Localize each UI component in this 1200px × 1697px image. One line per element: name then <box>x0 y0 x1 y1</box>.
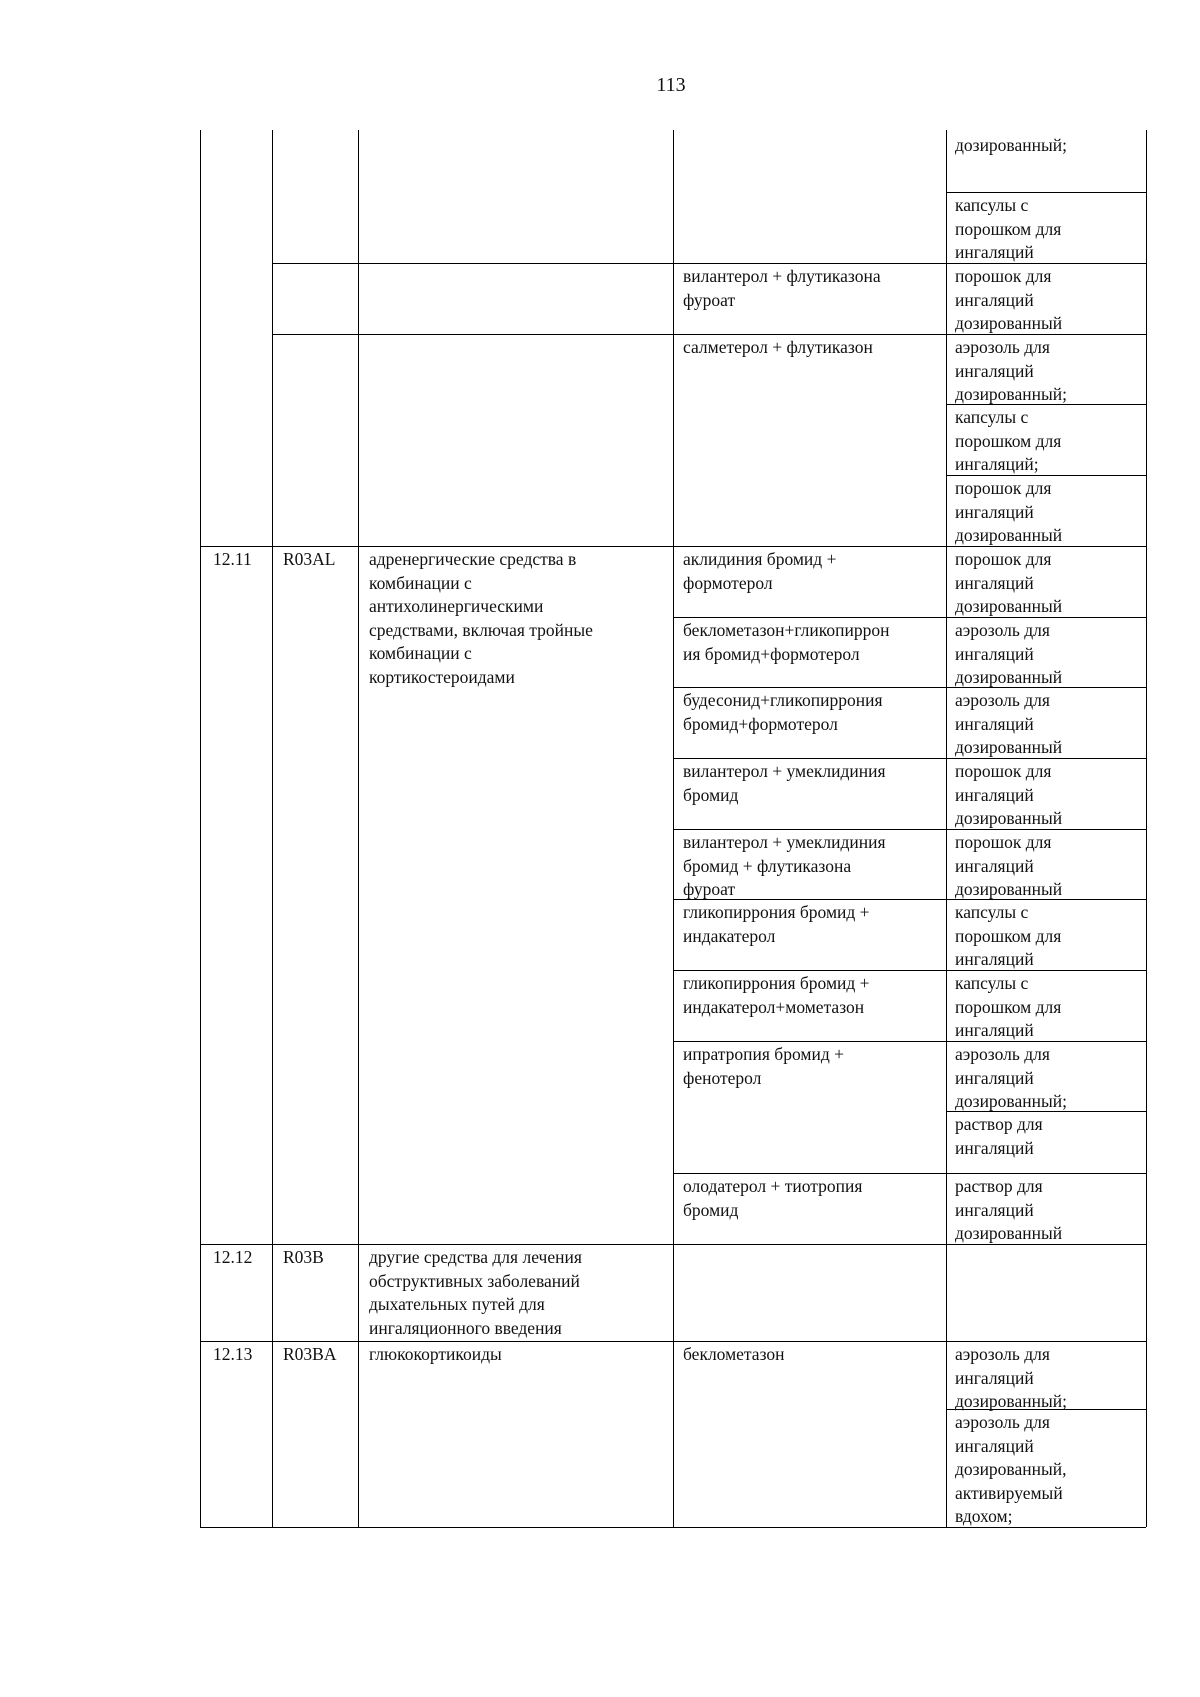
dosage-form-cell: аэрозоль для ингаляций дозированный; <box>955 1344 1067 1411</box>
dosage-form-cell: аэрозоль для ингаляций дозированный; <box>955 337 1067 404</box>
table-border-vertical <box>358 130 359 1527</box>
row-number-cell: 12.12 <box>213 1247 253 1267</box>
table-border-vertical <box>200 130 201 1527</box>
dosage-form-cell: порошок для ингаляций дозированный <box>955 832 1063 899</box>
table-border-horizontal <box>673 687 1146 688</box>
group-name-cell: глюкокортикоиды <box>369 1344 502 1364</box>
substance-cell: гликопиррония бромид + индакатерол <box>683 902 870 946</box>
table-border-horizontal <box>673 970 1146 971</box>
substance-cell: беклометазон <box>683 1344 785 1364</box>
dosage-form-cell: капсулы с порошком для ингаляций <box>955 195 1062 262</box>
table-border-vertical <box>1146 130 1147 1527</box>
row-number-cell: 12.13 <box>213 1344 253 1364</box>
dosage-form-cell: раствор для ингаляций дозированный <box>955 1176 1063 1243</box>
dosage-form-cell: раствор для ингаляций <box>955 1114 1043 1158</box>
substance-cell: вилантерол + умеклидиния бромид + флутиказона фуроат <box>683 832 886 899</box>
row-number-cell: 12.11 <box>213 549 252 569</box>
dosage-form-cell: аэрозоль для ингаляций дозированный, активируемый вдохом; <box>955 1412 1067 1526</box>
substance-cell: гликопиррония бромид + индакатерол+мометазон <box>683 973 870 1017</box>
substance-cell: ипратропия бромид + фенотерол <box>683 1044 844 1088</box>
dosage-form-cell: капсулы с порошком для ингаляций <box>955 973 1062 1040</box>
substance-cell: беклометазон+гликопиррон ия бромид+формотерол <box>683 620 890 664</box>
group-name-cell: другие средства для лечения обструктивных заболеваний дыхательных путей для ингаляционного введения <box>369 1247 582 1338</box>
table-border-vertical <box>272 130 273 1527</box>
substance-cell: аклидиния бромид + формотерол <box>683 549 837 593</box>
table-border-horizontal <box>673 829 1146 830</box>
substance-cell: будесонид+гликопиррония бромид+формотерол <box>683 690 883 734</box>
atc-code-cell: R03BA <box>283 1344 337 1364</box>
page-number: 113 <box>656 74 686 96</box>
dosage-form-cell: дозированный; <box>955 135 1067 155</box>
substance-cell: олодатерол + тиотропия бромид <box>683 1176 863 1220</box>
dosage-form-cell: аэрозоль для ингаляций дозированный <box>955 620 1063 687</box>
atc-code-cell: R03B <box>283 1247 324 1267</box>
table-border-horizontal <box>673 617 1146 618</box>
dosage-form-cell: аэрозоль для ингаляций дозированный <box>955 690 1063 757</box>
table-border-horizontal <box>673 758 1146 759</box>
dosage-form-cell: капсулы с порошком для ингаляций <box>955 902 1062 969</box>
table-border-horizontal <box>673 1041 1146 1042</box>
dosage-form-cell: порошок для ингаляций дозированный <box>955 266 1063 333</box>
dosage-form-cell: порошок для ингаляций дозированный <box>955 761 1063 828</box>
dosage-form-cell: порошок для ингаляций дозированный <box>955 549 1063 616</box>
dosage-form-cell: капсулы с порошком для ингаляций; <box>955 407 1062 474</box>
substance-cell: вилантерол + флутиказона фуроат <box>683 266 881 310</box>
dosage-form-cell: аэрозоль для ингаляций дозированный; <box>955 1044 1067 1111</box>
atc-code-cell: R03AL <box>283 549 336 569</box>
table-border-horizontal <box>673 1173 1146 1174</box>
substance-cell: вилантерол + умеклидиния бромид <box>683 761 886 805</box>
table-border-horizontal <box>200 1341 1146 1342</box>
group-name-cell: адренергические средства в комбинации с антихолинергическими средствами, включая тройные комбинации с кортикостероидами <box>369 549 593 687</box>
table-border-horizontal <box>946 192 1146 193</box>
dosage-form-cell: порошок для ингаляций дозированный <box>955 478 1063 545</box>
substance-cell: салметерол + флутиказон <box>683 337 873 357</box>
